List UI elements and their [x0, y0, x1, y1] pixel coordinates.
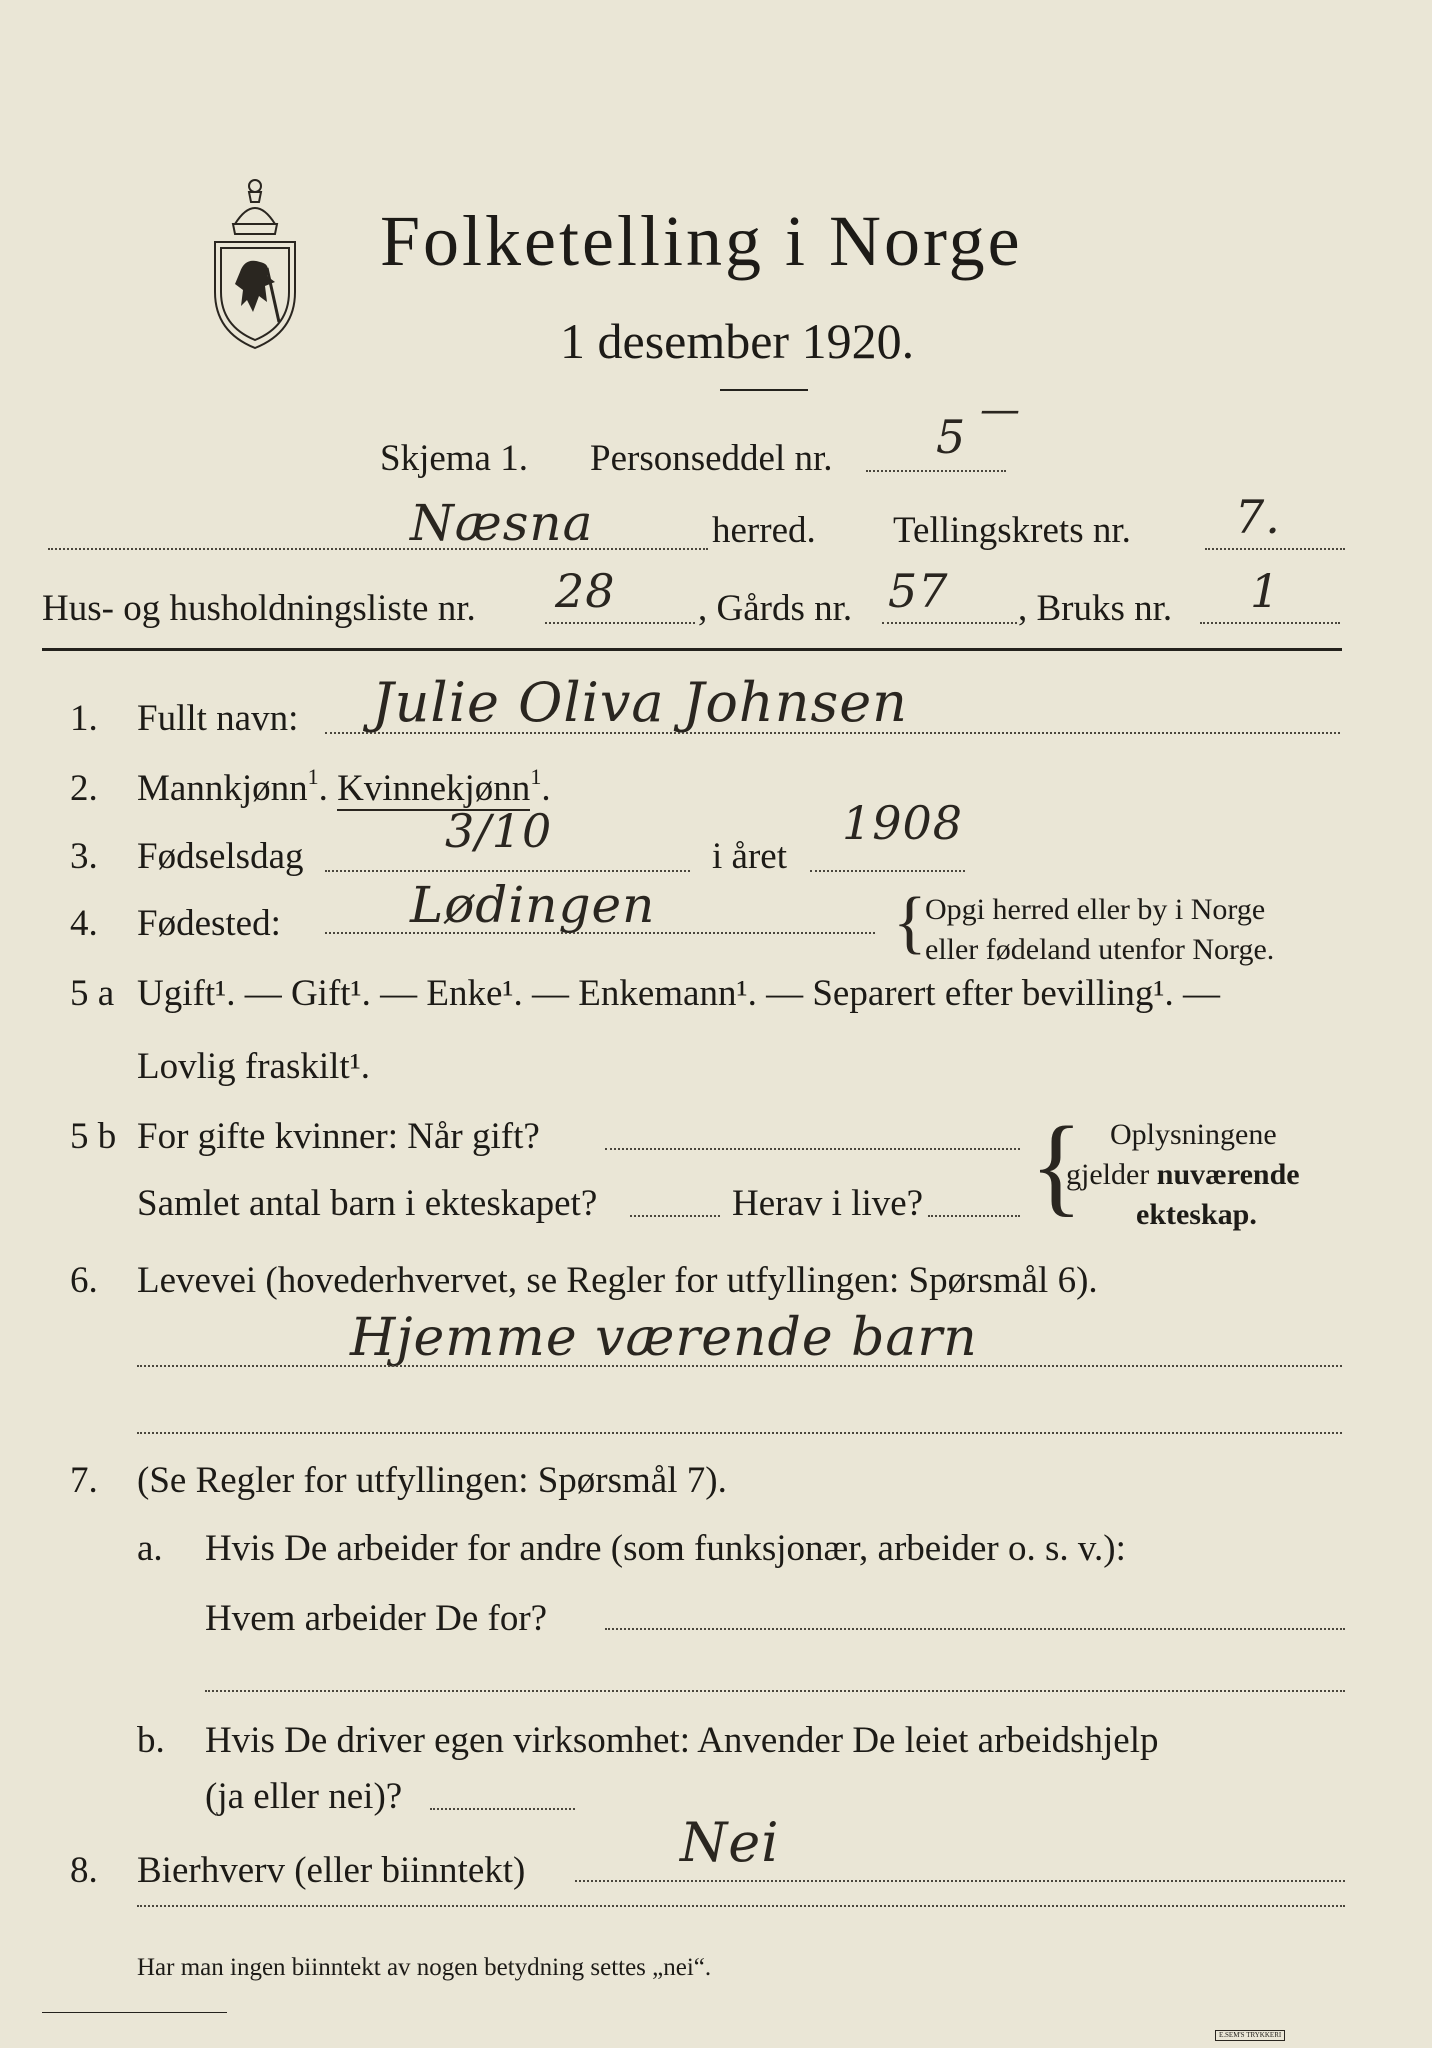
- q7a-number: a.: [137, 1528, 163, 1569]
- q4-label: Fødested:: [137, 903, 281, 944]
- bruks-label: , Bruks nr.: [1018, 588, 1173, 629]
- q1-label: Fullt navn:: [137, 698, 299, 739]
- herred-label: herred.: [712, 510, 816, 551]
- stroke-mark: —: [980, 387, 1021, 433]
- q8-line: [575, 1880, 1345, 1882]
- q7a-answer-line2: [205, 1690, 1345, 1692]
- gards-line: [882, 622, 1017, 624]
- q6-number: 6.: [70, 1260, 98, 1301]
- q3-label: Fødselsdag: [137, 836, 304, 877]
- q8-line2: [137, 1905, 1345, 1907]
- q7-label: (Se Regler for utfyllingen: Spørsmål 7).: [137, 1460, 727, 1501]
- q5b-note-line2: gjelder nuværende: [1066, 1158, 1300, 1191]
- q8-label: Bierhverv (eller biinntekt): [137, 1850, 526, 1891]
- q5b-live-label: Herav i live?: [732, 1183, 924, 1224]
- personseddel-label: Personseddel nr.: [590, 438, 833, 479]
- q1-value[interactable]: Julie Oliva Johnsen: [372, 671, 908, 734]
- q4-value[interactable]: Lødingen: [410, 876, 656, 934]
- q5b-note-line1: Oplysningene: [1110, 1118, 1277, 1151]
- q4-note-line2: eller fødeland utenfor Norge.: [925, 933, 1275, 966]
- q3-line: [325, 870, 690, 872]
- q5a-number: 5 a: [70, 973, 115, 1014]
- q5b-number: 5 b: [70, 1116, 117, 1157]
- herred-value[interactable]: Næsna: [410, 494, 594, 552]
- q7b-line2: (ja eller nei)?: [205, 1776, 403, 1817]
- q8-number: 8.: [70, 1850, 98, 1891]
- q4-brace: {: [893, 884, 927, 961]
- form-title: Folketelling i Norge: [380, 201, 1023, 281]
- q4-number: 4.: [70, 903, 98, 944]
- bruks-value[interactable]: 1: [1250, 564, 1281, 618]
- q4-note-line1: Opgi herred eller by i Norge: [925, 893, 1266, 926]
- q7a-line1: Hvis De arbeider for andre (som funksjonær, arbeider o. s. v.):: [205, 1528, 1126, 1569]
- q3-number: 3.: [70, 836, 98, 877]
- q7-number: 7.: [70, 1460, 98, 1501]
- q5a-options-line2[interactable]: Lovlig fraskilt¹.: [137, 1046, 371, 1087]
- q5b-barn-line: [630, 1215, 720, 1217]
- q5b-live-line: [928, 1215, 1020, 1217]
- q6-line1: [137, 1365, 1342, 1367]
- q5b-note-line3: ekteskap.: [1136, 1198, 1257, 1231]
- q8-value[interactable]: Nei: [680, 1811, 780, 1874]
- q2-mann-label[interactable]: Mannkjønn: [137, 768, 308, 809]
- header-divider: [42, 648, 1342, 651]
- footer-note: Har man ingen biinntekt av nogen betydning settes „nei“.: [137, 1954, 712, 1981]
- footer-rule: [42, 2012, 227, 2013]
- q6-label: Levevei (hovederhvervet, se Regler for utfyllingen: Spørsmål 6).: [137, 1260, 1098, 1301]
- q6-line2: [137, 1432, 1342, 1434]
- q3-value[interactable]: 3/10: [445, 804, 553, 858]
- tellingskrets-label: Tellingskrets nr.: [893, 510, 1131, 551]
- personseddel-value[interactable]: 5: [936, 410, 967, 464]
- q2-sex-options: Mannkjønn$^1$. Kvinnekjønn$^1$.: [137, 764, 551, 809]
- tellingskrets-line: [1205, 548, 1345, 550]
- q5b-brace: {: [1030, 1104, 1083, 1226]
- q5b-naar-gift-line: [605, 1148, 1020, 1150]
- q3-aaret-label: i året: [712, 836, 787, 877]
- q5b-barn-label: Samlet antal barn i ekteskapet?: [137, 1183, 598, 1224]
- title-divider: [720, 389, 808, 391]
- gards-value[interactable]: 57: [888, 564, 949, 618]
- q3-aaret-value[interactable]: 1908: [842, 796, 964, 850]
- gards-label: , Gårds nr.: [698, 588, 853, 629]
- q5b-naar-gift-label: For gifte kvinner: Når gift?: [137, 1116, 540, 1157]
- tellingskrets-value[interactable]: 7.: [1235, 490, 1281, 544]
- census-date: 1 desember 1920.: [560, 313, 915, 369]
- q7b-line1: Hvis De driver egen virksomhet: Anvender De leiet arbeidshjelp: [205, 1720, 1159, 1761]
- q6-value[interactable]: Hjemme værende barn: [350, 1308, 978, 1368]
- bruks-line: [1200, 622, 1340, 624]
- q7a-line2: Hvem arbeider De for?: [205, 1598, 548, 1639]
- hus-line: [545, 622, 695, 624]
- skjema-label: Skjema 1.: [380, 438, 528, 479]
- q7a-answer-line: [605, 1628, 1345, 1630]
- q7b-answer-line: [430, 1808, 575, 1810]
- q7b-number: b.: [137, 1720, 165, 1761]
- q2-kvinne-label[interactable]: Kvinnekjønn: [337, 768, 531, 809]
- q2-number: 2.: [70, 768, 98, 809]
- personseddel-line: [866, 470, 1006, 472]
- norway-coat-of-arms-icon: [205, 172, 305, 350]
- herred-line: [48, 548, 708, 550]
- q1-number: 1.: [70, 698, 98, 739]
- hus-value[interactable]: 28: [555, 564, 616, 618]
- printer-mark: E.SEM'S TRYKKERI: [1215, 2030, 1285, 2041]
- q5a-options[interactable]: Ugift¹. — Gift¹. — Enke¹. — Enkemann¹. — Separert efter bevilling¹. —: [137, 973, 1220, 1014]
- hus-label: Hus- og husholdningsliste nr.: [42, 588, 476, 629]
- q3-aaret-line: [810, 870, 965, 872]
